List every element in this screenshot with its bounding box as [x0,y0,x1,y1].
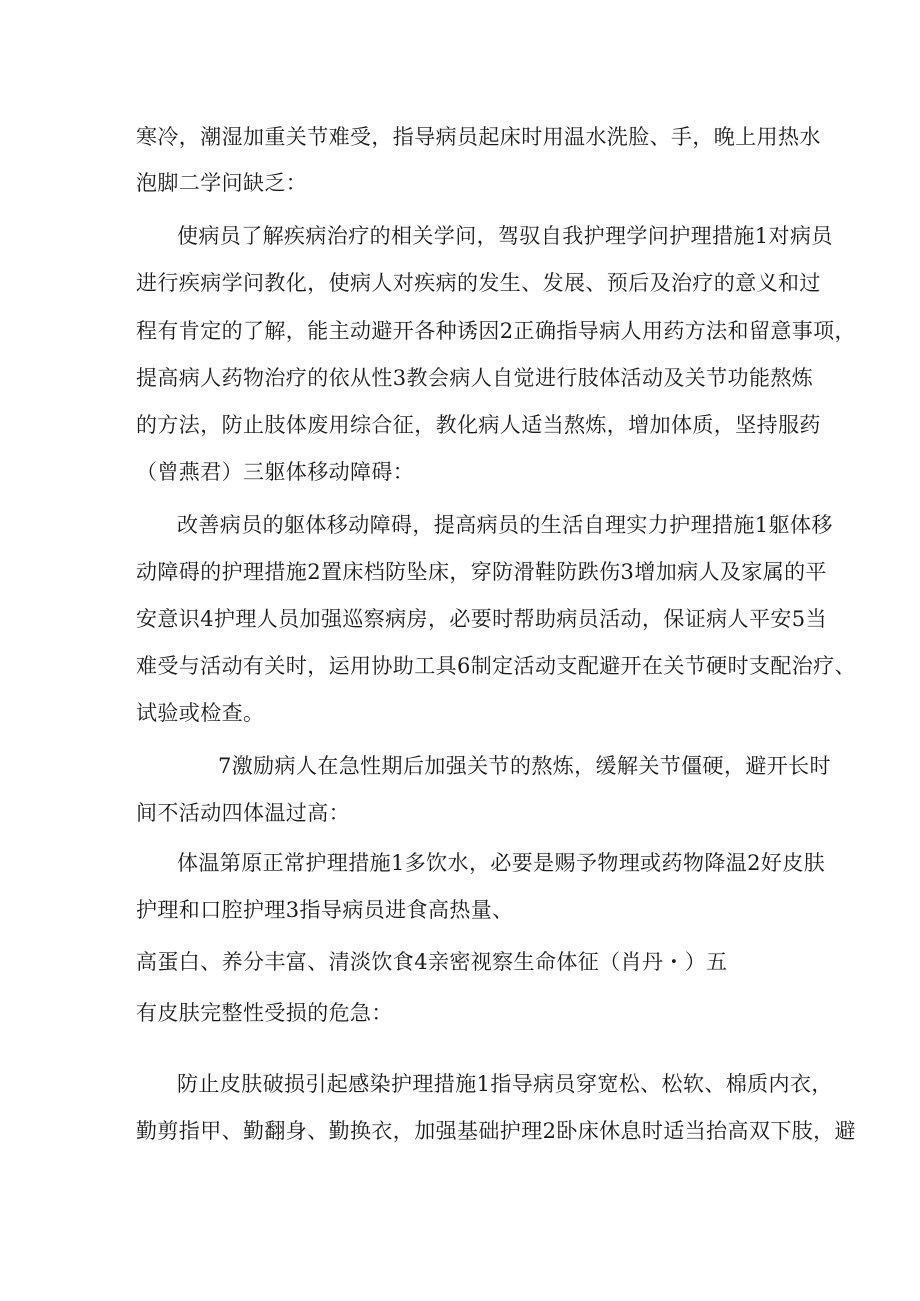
text-line: 使病员了解疾病治疗的相关学问，驾驭自我护理学问护理措施1对病员 [177,224,833,248]
text-line: 高蛋白、养分丰富、清淡饮食4亲密视察生命体征（肖丹・）五 [136,950,728,974]
text-line: 体温第原正常护理措施1多饮水，必要是赐予物理或药物降温2好皮肤 [177,851,826,875]
text-line: 提高病人药物治疗的依从性3教会病人自觉进行肢体活动及关节功能熬炼 [136,366,814,390]
text-line: 7激励病人在急性期后加强关节的熬炼，缓解关节僵硬，避开长时 [218,754,831,778]
text-line: 有皮肤完整性受损的危急： [136,1001,393,1025]
text-line: 勤剪指甲、勤翻身、勤换衣，加强基础护理2卧床休息时适当抬高双下肢，避 [136,1119,856,1143]
text-line: 程有肯定的了解，能主动避开各种诱因2正确指导病人用药方法和留意事项， [136,319,856,343]
text-line: 进行疾病学问教化，使病人对疾病的发生、发展、预后及治疗的意义和过 [136,271,821,295]
text-line: 动障碍的护理措施2置床档防坠床，穿防滑鞋防跌伤3增加病人及家属的平 [136,560,827,584]
text-line: 改善病员的躯体移动障碍，提高病员的生活自理实力护理措施1躯体移 [177,513,833,537]
text-line: 安意识4护理人员加强巡察病房，必要时帮助病员活动，保证病人平安5当 [136,607,827,631]
text-line: 护理和口腔护理3指导病员进食高热量、 [136,898,514,922]
text-line: 试验或检查。 [136,701,265,725]
text-line: 防止皮肤破损引起感染护理措施1指导病员穿宽松、松软、棉质内衣， [177,1072,833,1096]
text-line: 寒冷，潮湿加重关节难受，指导病员起床时用温水洗脸、手，晚上用热水 [136,125,821,149]
text-line: 难受与活动有关时，运用协助工具6制定活动支配避开在关节硬时支配治疗、 [136,654,856,678]
text-line: 的方法，防止肢体废用综合征，教化病人适当熬炼，增加体质，坚持服药 [136,413,821,437]
text-line: （曾燕君）三躯体移动障碍： [136,460,415,484]
text-line: 泡脚二学问缺乏： [136,171,308,195]
text-line: 间不活动四体温过高： [136,801,350,825]
